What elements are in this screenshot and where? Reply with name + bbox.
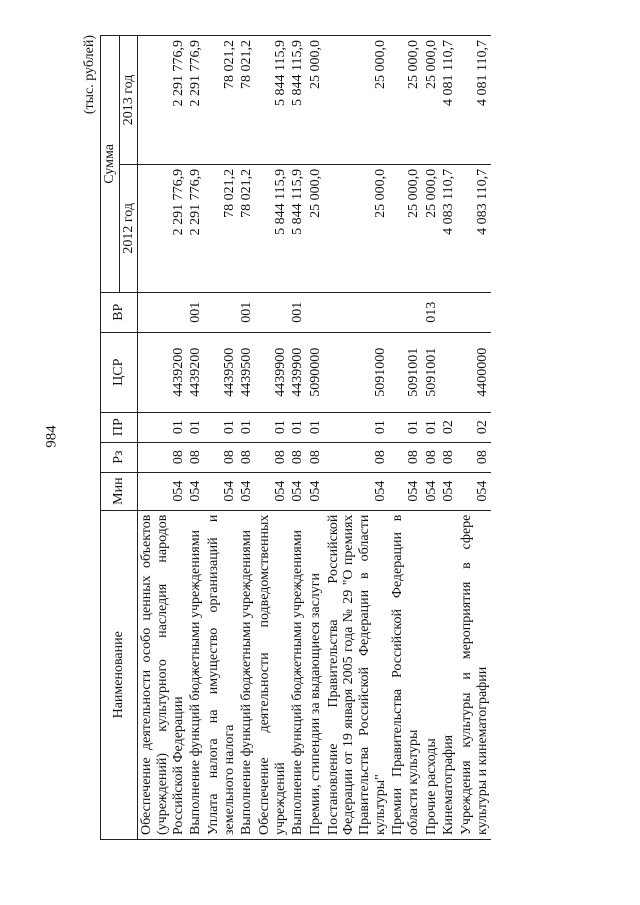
- row-pr: 01: [289, 412, 307, 442]
- row-vr: [458, 292, 491, 332]
- row-rz: 08: [238, 442, 256, 472]
- row-name: Выполнение функций бюджетными учреждениями: [238, 510, 256, 839]
- header-rz: Рз: [101, 442, 138, 472]
- row-min: 054: [205, 472, 238, 510]
- header-name: Наименование: [101, 510, 138, 839]
- row-name: Выполнение функций бюджетными учреждениями: [289, 510, 307, 839]
- row-min: 054: [389, 472, 422, 510]
- row-name: Прочие расходы: [423, 510, 441, 839]
- row-vr: 001: [187, 292, 205, 332]
- row-amount-2012: 25 000,0: [325, 164, 390, 292]
- row-min: 054: [289, 472, 307, 510]
- row-amount-2013: 25 000,0: [423, 36, 441, 165]
- row-vr: [256, 292, 289, 332]
- row-pr: 01: [187, 412, 205, 442]
- table-row: [325, 36, 390, 840]
- table-row: [389, 36, 422, 840]
- row-amount-2013: 2 291 776,9: [138, 36, 188, 165]
- row-csr: 4439500: [205, 332, 238, 412]
- row-rz: 08: [256, 442, 289, 472]
- header-year-2012: 2012 год: [119, 164, 138, 292]
- unit-label: (тыс. рублей): [82, 35, 97, 115]
- row-amount-2013: 25 000,0: [307, 36, 325, 165]
- row-vr: 013: [423, 292, 441, 332]
- row-name: Учреждения культуры и мероприятия в сфере культуры и кинематографии: [458, 510, 491, 839]
- row-min: 054: [325, 472, 390, 510]
- row-min: 054: [458, 472, 491, 510]
- row-csr: 4439200: [138, 332, 188, 412]
- row-name: Выполнение функций бюджетными учреждениями: [187, 510, 205, 839]
- row-min: 054: [187, 472, 205, 510]
- row-min: 054: [423, 472, 441, 510]
- row-amount-2013: 2 291 776,9: [187, 36, 205, 165]
- row-amount-2012: 2 291 776,9: [187, 164, 205, 292]
- row-amount-2012: 25 000,0: [389, 164, 422, 292]
- row-vr: [307, 292, 325, 332]
- table-header: [101, 36, 138, 840]
- row-csr: 5091001: [389, 332, 422, 412]
- header-sum: Сумма: [101, 36, 120, 293]
- row-amount-2012: 5 844 115,9: [256, 164, 289, 292]
- header-csr: ЦСР: [101, 332, 138, 412]
- row-amount-2013: 5 844 115,9: [289, 36, 307, 165]
- table-row: [238, 36, 256, 840]
- row-rz: 08: [289, 442, 307, 472]
- row-vr: [325, 292, 390, 332]
- row-csr: 4400000: [458, 332, 491, 412]
- row-csr: 4439900: [289, 332, 307, 412]
- row-rz: 08: [307, 442, 325, 472]
- row-pr: 02: [458, 412, 491, 442]
- row-min: 054: [138, 472, 188, 510]
- row-pr: 01: [325, 412, 390, 442]
- row-rz: 08: [423, 442, 441, 472]
- row-amount-2013: 4 081 110,7: [458, 36, 491, 165]
- budget-table: [100, 35, 491, 840]
- table-row: [138, 36, 188, 840]
- row-name: Обеспечение деятельности подведомственных учреждений: [256, 510, 289, 839]
- row-csr: 5090000: [307, 332, 325, 412]
- table-row: [256, 36, 289, 840]
- row-pr: 01: [205, 412, 238, 442]
- row-csr: 5091000: [325, 332, 390, 412]
- row-rz: 08: [187, 442, 205, 472]
- row-pr: 02: [440, 412, 458, 442]
- row-rz: 08: [138, 442, 188, 472]
- row-vr: [440, 292, 458, 332]
- row-pr: 01: [238, 412, 256, 442]
- row-vr: [205, 292, 238, 332]
- row-name: Премии Правительства Российской Федерации в области культуры: [389, 510, 422, 839]
- row-amount-2013: 78 021,2: [238, 36, 256, 165]
- row-amount-2012: 25 000,0: [307, 164, 325, 292]
- row-name: Обеспечение деятельности особо ценных объектов (учреждений) культурного наследия народов Российской Федерации: [138, 510, 188, 839]
- table-row: [289, 36, 307, 840]
- table-row: [205, 36, 238, 840]
- row-name: Постановление Правительства Российской Федерации от 19 января 2005 года № 29 "О премиях Правительства Российской Федерации в области культуры": [325, 510, 390, 839]
- row-vr: 001: [289, 292, 307, 332]
- rotated-table-block: [82, 35, 640, 840]
- row-vr: [389, 292, 422, 332]
- row-amount-2013: 25 000,0: [325, 36, 390, 165]
- row-csr: 4439200: [187, 332, 205, 412]
- row-amount-2012: 5 844 115,9: [289, 164, 307, 292]
- row-pr: 01: [138, 412, 188, 442]
- header-pr: ПР: [101, 412, 138, 442]
- row-pr: 01: [256, 412, 289, 442]
- row-min: 054: [307, 472, 325, 510]
- row-pr: 01: [389, 412, 422, 442]
- row-name: Уплата налога на имущество организаций и земельного налога: [205, 510, 238, 839]
- page-number: 984: [43, 425, 60, 448]
- row-name: Кинематография: [440, 510, 458, 839]
- row-vr: [138, 292, 188, 332]
- row-rz: 08: [325, 442, 390, 472]
- row-amount-2012: 25 000,0: [423, 164, 441, 292]
- row-csr: 5091001: [423, 332, 441, 412]
- row-rz: 08: [440, 442, 458, 472]
- row-amount-2013: 25 000,0: [389, 36, 422, 165]
- row-amount-2012: 4 083 110,7: [440, 164, 458, 292]
- row-csr: [440, 332, 458, 412]
- row-csr: 4439500: [238, 332, 256, 412]
- row-pr: 01: [307, 412, 325, 442]
- row-amount-2012: 2 291 776,9: [138, 164, 188, 292]
- table-row: [440, 36, 458, 840]
- row-amount-2012: 4 083 110,7: [458, 164, 491, 292]
- row-rz: 08: [458, 442, 491, 472]
- table-row: [307, 36, 325, 840]
- row-amount-2012: 78 021,2: [238, 164, 256, 292]
- row-min: 054: [256, 472, 289, 510]
- row-min: 054: [238, 472, 256, 510]
- table-row: [458, 36, 491, 840]
- row-amount-2012: 78 021,2: [205, 164, 238, 292]
- row-rz: 08: [205, 442, 238, 472]
- row-vr: 001: [238, 292, 256, 332]
- row-amount-2013: 4 081 110,7: [440, 36, 458, 165]
- header-vr: ВР: [101, 292, 138, 332]
- table-row: [423, 36, 441, 840]
- row-pr: 01: [423, 412, 441, 442]
- row-csr: 4439900: [256, 332, 289, 412]
- row-amount-2013: 5 844 115,9: [256, 36, 289, 165]
- header-year-2013: 2013 год: [119, 36, 138, 165]
- header-min: Мин: [101, 472, 138, 510]
- row-amount-2013: 78 021,2: [205, 36, 238, 165]
- table-body: [138, 36, 492, 840]
- row-name: Премии, стипендии за выдающиеся заслуги: [307, 510, 325, 839]
- table-row: [187, 36, 205, 840]
- row-rz: 08: [389, 442, 422, 472]
- row-min: 054: [440, 472, 458, 510]
